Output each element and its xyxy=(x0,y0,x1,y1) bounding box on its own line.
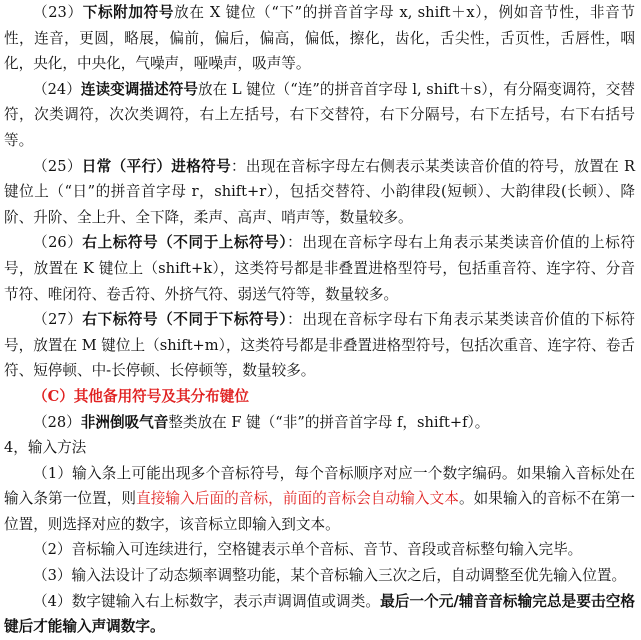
method-1-highlight: 直接输入后面的音标，前面的音标会自动输入文本 xyxy=(136,490,459,508)
method-2 xyxy=(4,537,635,563)
para-28-number: （28） xyxy=(33,413,81,431)
paragraph-28 xyxy=(4,410,635,436)
paragraph-26 xyxy=(4,230,635,307)
para-24-term: 连读变调描述符号 xyxy=(80,80,198,98)
method-4-emphasis: 最后一个元/辅音音标输完总是要击空格键后才能输入声调数字。 xyxy=(4,592,635,636)
para-26-body: ：出现在音标字母右上角表示某类读音价值的上标符号，放置在 K 键位上（shift+k），这类符号都是非叠置进格型符号，包括重音符、连字符、分音节符、唯闭符、卷舌符、外挤气符、弱送气符等，数量较多。 xyxy=(4,234,635,303)
method-3-text: （3）输入法设计了动态频率调整功能，某个音标输入三次之后，自动调整至优先输入位置。 xyxy=(33,567,627,585)
para-27-body: ：出现在音标字母右下角表示某类读音价值的下标符号，放置在 M 键位上（shift+m），这类符号都是非叠置进格型符号，包括次重音、连字符、卷舌符、短停顿、中-长停顿、长停顿等，数量较多。 xyxy=(4,311,635,380)
paragraph-23 xyxy=(4,0,635,77)
para-26-number: （26） xyxy=(33,234,83,252)
para-24-number: （24） xyxy=(33,80,81,98)
method-1-text-a: （1）输入条上可能出现多个音标符号，每个音标顺序对应一个数字编码。如果输入音标处在输入条第一位置，则 xyxy=(4,464,635,508)
para-28-body: 整类放在 F 键（“非”的拼音首字母 f，shift+f）。 xyxy=(168,413,490,431)
method-1-text-b: 。如果输入的音标不在第一位置，则选择对应的数字，该音标立即输入到文本。 xyxy=(4,490,635,533)
paragraph-27 xyxy=(4,307,635,384)
para-25-term: 日常（平行）进格符号 xyxy=(81,157,231,175)
section-c-title: （C）其他备用符号及其分布键位 xyxy=(33,387,249,405)
para-28-term: 非洲倒吸气音 xyxy=(80,413,169,431)
para-26-term: 右上标符号（不同于上标符号） xyxy=(82,234,288,252)
para-24-body: 放在 L 键位（“连”的拼音首字母 l, shift＋s），有分隔变调符，交替符，次类调符，次次类调符，右上左括号，右下交替符，右下分隔号，右下左括号，右下右括号等。 xyxy=(4,80,635,149)
section-c-heading xyxy=(4,384,635,410)
para-23-number: （23） xyxy=(33,4,83,21)
method-3 xyxy=(4,563,635,589)
paragraph-24 xyxy=(4,77,635,154)
section-4-heading xyxy=(4,435,635,461)
para-23-body: 放在 X 键位（“下”的拼音首字母 x, shift＋x），例如音节性，非音节性，连音，更圆，略展，偏前，偏后，偏高，偏低，擦化，齿化，舌尖性，舌页性，舌唇性，咽化，央化，中央化，气噪声，哑噪声，吸声等。 xyxy=(4,4,635,73)
method-4 xyxy=(4,589,635,640)
para-25-number: （25） xyxy=(33,157,82,175)
para-25-body: ：出现在音标字母左右侧表示某类读音价值的符号，放置在 R 键位上（“日”的拼音首字母 r，shift+r），包括交替符、小韵律段(短顿）、大韵律段(长顿）、降阶、升阶、全上升、全下降，柔声、高声、哨声等，数量较多。 xyxy=(4,157,635,226)
method-4-text: （4）数字键输入右上标数字，表示声调调值或调类。 xyxy=(33,592,381,610)
method-2-text: （2）音标输入可连续进行，空格键表示单个音标、音节、音段或音标整句输入完毕。 xyxy=(33,541,583,559)
para-23-term: 下标附加符号 xyxy=(82,4,175,21)
method-1 xyxy=(4,461,635,538)
paragraph-25 xyxy=(4,154,635,231)
section-4-title: 4，输入方法 xyxy=(4,439,87,457)
para-27-number: （27） xyxy=(33,311,83,329)
para-27-term: 右下标符号（不同于下标符号） xyxy=(82,311,288,329)
